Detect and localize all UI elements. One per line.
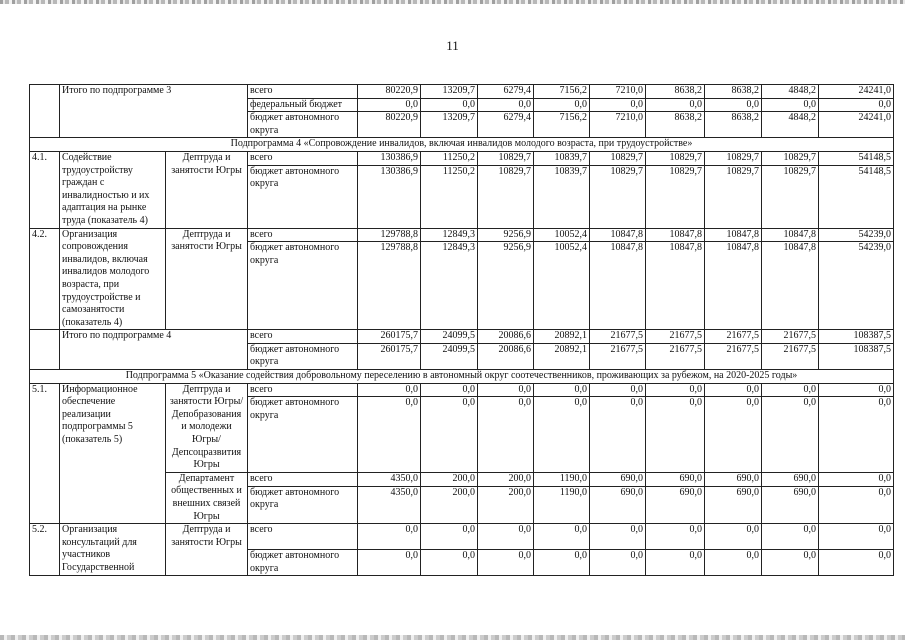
amount-cell: 690,0 [646, 486, 705, 523]
subprogram-title: Подпрограмма 5 «Оказание содействия добровольному переселению в автономный округ соотечественников, проживающих за рубежом, на 2020-2025 годы» [30, 370, 894, 384]
funding-source: бюджет автономного округа [248, 242, 358, 330]
amount-cell: 10847,8 [646, 242, 705, 330]
measure-name: Информационное обеспечение реализации подпрограммы 5 (показатель 5) [60, 383, 166, 524]
funding-source: федеральный бюджет [248, 98, 358, 112]
amount-cell: 260175,7 [358, 330, 421, 344]
amount-cell: 690,0 [646, 472, 705, 486]
page-number: 11 [446, 38, 459, 53]
amount-cell: 0,0 [590, 383, 646, 397]
amount-cell: 0,0 [705, 550, 762, 576]
amount-cell: 10847,8 [705, 228, 762, 242]
executor: Дептруда и занятости Югры [166, 524, 248, 576]
amount-cell: 10829,7 [762, 165, 819, 228]
table-row [30, 383, 894, 397]
amount-cell: 54148,5 [819, 165, 894, 228]
table-row [30, 524, 894, 550]
executor: Департамент общественных и внешних связей Югры [166, 472, 248, 523]
amount-cell: 0,0 [646, 397, 705, 472]
amount-cell: 0,0 [534, 524, 590, 550]
amount-cell: 20892,1 [534, 330, 590, 344]
amount-cell: 10847,8 [705, 242, 762, 330]
amount-cell: 10839,7 [534, 151, 590, 165]
amount-cell: 108387,5 [819, 343, 894, 369]
amount-cell: 129788,8 [358, 242, 421, 330]
amount-cell: 4350,0 [358, 486, 421, 523]
amount-cell: 80220,9 [358, 112, 421, 138]
amount-cell: 0,0 [705, 524, 762, 550]
amount-cell: 0,0 [358, 550, 421, 576]
amount-cell: 9256,9 [478, 242, 534, 330]
amount-cell: 0,0 [358, 98, 421, 112]
amount-cell: 6279,4 [478, 85, 534, 99]
amount-cell: 54239,0 [819, 242, 894, 330]
amount-cell: 129788,8 [358, 228, 421, 242]
funding-source: бюджет автономного округа [248, 486, 358, 523]
table-row [30, 370, 894, 384]
amount-cell: 0,0 [646, 98, 705, 112]
amount-cell: 200,0 [421, 486, 478, 523]
amount-cell: 0,0 [819, 98, 894, 112]
amount-cell: 11250,2 [421, 165, 478, 228]
amount-cell: 0,0 [762, 383, 819, 397]
amount-cell: 21677,5 [590, 330, 646, 344]
amount-cell: 12849,3 [421, 228, 478, 242]
amount-cell: 0,0 [534, 550, 590, 576]
amount-cell: 108387,5 [819, 330, 894, 344]
amount-cell: 0,0 [646, 524, 705, 550]
scan-edge-bottom [0, 635, 905, 640]
funding-source: бюджет автономного округа [248, 343, 358, 369]
amount-cell: 20086,6 [478, 330, 534, 344]
amount-cell: 690,0 [590, 486, 646, 523]
amount-cell: 130386,9 [358, 165, 421, 228]
funding-source: бюджет автономного округа [248, 550, 358, 576]
amount-cell: 10829,7 [590, 165, 646, 228]
amount-cell: 10847,8 [646, 228, 705, 242]
funding-source: бюджет автономного округа [248, 165, 358, 228]
amount-cell: 10829,7 [478, 165, 534, 228]
executor: Дептруда и занятости Югры [166, 151, 248, 228]
amount-cell: 0,0 [358, 383, 421, 397]
amount-cell: 10052,4 [534, 242, 590, 330]
amount-cell: 0,0 [478, 397, 534, 472]
amount-cell: 690,0 [705, 472, 762, 486]
amount-cell: 0,0 [358, 397, 421, 472]
amount-cell: 8638,2 [705, 112, 762, 138]
amount-cell: 0,0 [590, 98, 646, 112]
funding-source: всего [248, 228, 358, 242]
amount-cell: 24241,0 [819, 112, 894, 138]
amount-cell: 0,0 [534, 397, 590, 472]
amount-cell: 10829,7 [590, 151, 646, 165]
amount-cell: 21677,5 [646, 330, 705, 344]
amount-cell: 10829,7 [646, 151, 705, 165]
funding-source: всего [248, 151, 358, 165]
amount-cell: 10847,8 [590, 228, 646, 242]
funding-source: всего [248, 472, 358, 486]
table-row [30, 85, 894, 99]
amount-cell: 10847,8 [762, 242, 819, 330]
measure-name: Содействие трудоустройству граждан с инвалидностью и их адаптация на рынке труда (показатель 4) [60, 151, 166, 228]
amount-cell: 1190,0 [534, 472, 590, 486]
amount-cell: 0,0 [358, 524, 421, 550]
budget-table [29, 84, 894, 576]
funding-source: бюджет автономного округа [248, 397, 358, 472]
amount-cell: 21677,5 [646, 343, 705, 369]
table-row [30, 228, 894, 242]
amount-cell: 0,0 [421, 550, 478, 576]
amount-cell: 0,0 [819, 383, 894, 397]
amount-cell: 20892,1 [534, 343, 590, 369]
amount-cell: 0,0 [705, 98, 762, 112]
table-row [30, 151, 894, 165]
amount-cell: 0,0 [762, 524, 819, 550]
amount-cell: 260175,7 [358, 343, 421, 369]
amount-cell: 20086,6 [478, 343, 534, 369]
amount-cell: 13209,7 [421, 112, 478, 138]
funding-source: бюджет автономного округа [248, 112, 358, 138]
row-number [30, 330, 60, 370]
amount-cell: 690,0 [590, 472, 646, 486]
subprogram-title: Подпрограмма 4 «Сопровождение инвалидов, включая инвалидов молодого возраста, при трудоустройстве» [30, 138, 894, 152]
measure-name: Организация сопровождения инвалидов, включая инвалидов молодого возраста, при трудоустройстве и самозанятости (показатель 4) [60, 228, 166, 330]
amount-cell: 0,0 [762, 550, 819, 576]
funding-source: всего [248, 330, 358, 344]
amount-cell: 0,0 [421, 524, 478, 550]
measure-number: 4.1. [30, 151, 60, 228]
amount-cell: 690,0 [705, 486, 762, 523]
amount-cell: 0,0 [819, 472, 894, 486]
amount-cell: 0,0 [534, 98, 590, 112]
amount-cell: 10829,7 [646, 165, 705, 228]
measure-number: 5.2. [30, 524, 60, 576]
amount-cell: 54239,0 [819, 228, 894, 242]
amount-cell: 10829,7 [705, 165, 762, 228]
amount-cell: 54148,5 [819, 151, 894, 165]
amount-cell: 4848,2 [762, 112, 819, 138]
amount-cell: 4350,0 [358, 472, 421, 486]
amount-cell: 690,0 [762, 486, 819, 523]
amount-cell: 0,0 [762, 397, 819, 472]
amount-cell: 0,0 [421, 397, 478, 472]
amount-cell: 4848,2 [762, 85, 819, 99]
amount-cell: 0,0 [478, 383, 534, 397]
amount-cell: 24099,5 [421, 343, 478, 369]
executor: Дептруда и занятости Югры/Депобразования и молодежи Югры/Депсоцразвития Югры [166, 383, 248, 472]
amount-cell: 21677,5 [705, 330, 762, 344]
amount-cell: 24099,5 [421, 330, 478, 344]
amount-cell: 8638,2 [646, 112, 705, 138]
amount-cell: 0,0 [762, 98, 819, 112]
amount-cell: 0,0 [590, 550, 646, 576]
amount-cell: 10052,4 [534, 228, 590, 242]
amount-cell: 690,0 [762, 472, 819, 486]
scan-edge-top [0, 0, 905, 4]
amount-cell: 10839,7 [534, 165, 590, 228]
amount-cell: 10829,7 [478, 151, 534, 165]
amount-cell: 200,0 [478, 486, 534, 523]
funding-source: всего [248, 383, 358, 397]
amount-cell: 7156,2 [534, 85, 590, 99]
table-row [30, 138, 894, 152]
amount-cell: 7156,2 [534, 112, 590, 138]
amount-cell: 0,0 [478, 550, 534, 576]
funding-source: всего [248, 85, 358, 99]
amount-cell: 0,0 [646, 550, 705, 576]
amount-cell: 0,0 [590, 397, 646, 472]
amount-cell: 8638,2 [646, 85, 705, 99]
amount-cell: 1190,0 [534, 486, 590, 523]
amount-cell: 0,0 [705, 397, 762, 472]
amount-cell: 0,0 [819, 550, 894, 576]
amount-cell: 130386,9 [358, 151, 421, 165]
amount-cell: 0,0 [478, 98, 534, 112]
amount-cell: 10847,8 [762, 228, 819, 242]
amount-cell: 12849,3 [421, 242, 478, 330]
subtotal-label: Итого по подпрограмме 3 [60, 85, 248, 138]
amount-cell: 8638,2 [705, 85, 762, 99]
amount-cell: 0,0 [590, 524, 646, 550]
amount-cell: 7210,0 [590, 112, 646, 138]
funding-source: всего [248, 524, 358, 550]
amount-cell: 0,0 [819, 524, 894, 550]
amount-cell: 21677,5 [762, 343, 819, 369]
amount-cell: 21677,5 [762, 330, 819, 344]
amount-cell: 21677,5 [590, 343, 646, 369]
executor: Дептруда и занятости Югры [166, 228, 248, 330]
amount-cell: 11250,2 [421, 151, 478, 165]
measure-number: 4.2. [30, 228, 60, 330]
amount-cell: 6279,4 [478, 112, 534, 138]
amount-cell: 0,0 [646, 383, 705, 397]
amount-cell: 0,0 [421, 383, 478, 397]
amount-cell: 0,0 [705, 383, 762, 397]
amount-cell: 10829,7 [762, 151, 819, 165]
amount-cell: 200,0 [478, 472, 534, 486]
amount-cell: 21677,5 [705, 343, 762, 369]
row-number [30, 85, 60, 138]
amount-cell: 0,0 [421, 98, 478, 112]
amount-cell: 80220,9 [358, 85, 421, 99]
amount-cell: 0,0 [819, 397, 894, 472]
amount-cell: 10829,7 [705, 151, 762, 165]
subtotal-label: Итого по подпрограмме 4 [60, 330, 248, 370]
amount-cell: 10847,8 [590, 242, 646, 330]
amount-cell: 7210,0 [590, 85, 646, 99]
measure-number: 5.1. [30, 383, 60, 524]
amount-cell: 9256,9 [478, 228, 534, 242]
amount-cell: 0,0 [534, 383, 590, 397]
amount-cell: 24241,0 [819, 85, 894, 99]
measure-name: Организация консультаций для участников Государственной [60, 524, 166, 576]
amount-cell: 0,0 [819, 486, 894, 523]
amount-cell: 13209,7 [421, 85, 478, 99]
amount-cell: 200,0 [421, 472, 478, 486]
amount-cell: 0,0 [478, 524, 534, 550]
table-row [30, 330, 894, 344]
